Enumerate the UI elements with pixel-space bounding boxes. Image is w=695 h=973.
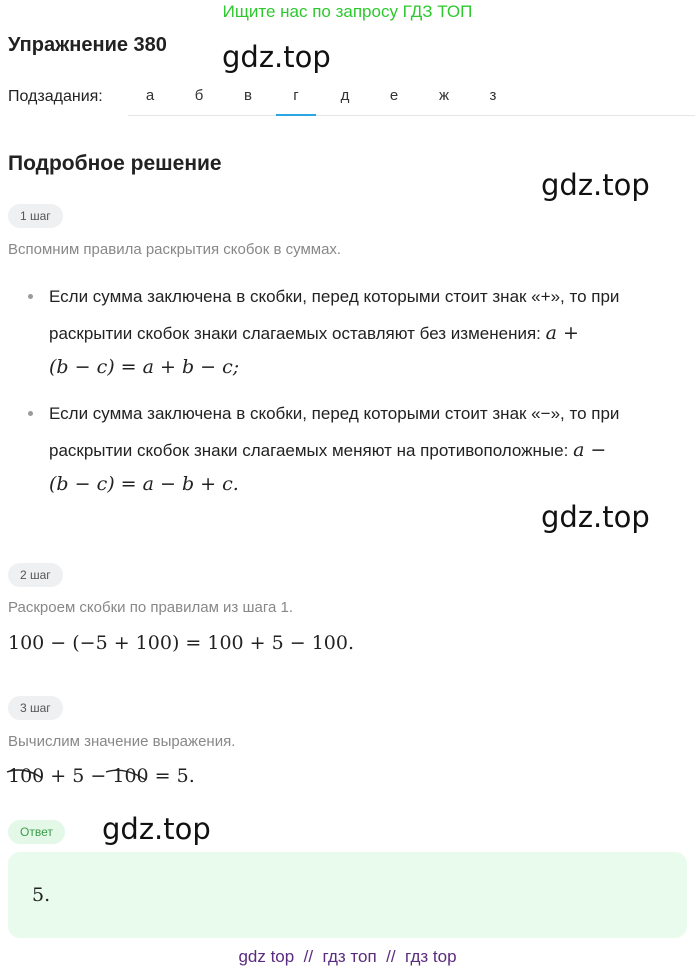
tab-z[interactable]: з xyxy=(489,87,497,104)
solution-title: Подробное решение xyxy=(8,152,222,175)
tab-v[interactable]: в xyxy=(244,87,252,104)
bullet-line: Если сумма заключена в скобки, перед которыми стоит знак «−», то при xyxy=(49,404,620,423)
step-intro: Раскроем скобки по правилам из шага 1. xyxy=(8,599,294,616)
watermark: gdz.top xyxy=(541,168,650,202)
formula: (b − c) = a − b + c. xyxy=(49,473,239,495)
exercise-title: Упражнение 380 xyxy=(8,34,167,56)
tab-a[interactable]: а xyxy=(145,87,155,104)
watermark: gdz.top xyxy=(222,40,331,74)
tab-d[interactable]: д xyxy=(340,87,350,104)
formula-tail: a + xyxy=(545,322,579,344)
answer-badge: Ответ xyxy=(8,820,65,844)
step-badge: 2 шаг xyxy=(8,563,63,587)
footer-links[interactable]: gdz top // гдз топ // гдз top xyxy=(238,947,457,966)
answer-box xyxy=(8,852,687,938)
step-intro: Вспомним правила раскрытия скобок в суммах. xyxy=(8,241,342,258)
subtasks-tabs xyxy=(128,78,695,116)
formula: (b − c) = a + b − c; xyxy=(49,356,240,378)
watermark: gdz.top xyxy=(102,812,211,846)
bullet-dot xyxy=(28,411,33,416)
strike-mark-1 xyxy=(7,770,42,778)
strike-mark-2 xyxy=(106,770,146,780)
tab-e[interactable]: е xyxy=(389,87,399,104)
formula: 100 − (−5 + 100) = 100 + 5 − 100. xyxy=(8,632,355,654)
step-badge: 1 шаг xyxy=(8,204,63,228)
watermark: gdz.top xyxy=(541,500,650,534)
bullet-text: раскрытии скобок знаки слагаемых оставляют без изменения: xyxy=(49,324,541,343)
subtasks-label: Подзадания: xyxy=(8,88,103,105)
tab-zh[interactable]: ж xyxy=(438,87,450,104)
bullet-line: Если сумма заключена в скобки, перед которыми стоит знак «+», то при xyxy=(49,287,620,306)
step-badge: 3 шаг xyxy=(8,696,63,720)
promo-banner[interactable]: Ищите нас по запросу ГДЗ ТОП xyxy=(222,2,473,21)
bullet-dot xyxy=(28,294,33,299)
strike-marks xyxy=(4,762,194,792)
formula: 100 + 5 − 100 = 5. xyxy=(8,765,195,787)
formula-tail: a − xyxy=(573,439,607,461)
bullet-text: раскрытии скобок знаки слагаемых меняют на противоположные: xyxy=(49,441,569,460)
bullet-line xyxy=(49,315,579,352)
tab-b[interactable]: б xyxy=(194,87,204,104)
answer-value: 5. xyxy=(32,884,51,906)
tab-g[interactable]: г xyxy=(276,78,316,116)
step-intro: Вычислим значение выражения. xyxy=(8,733,236,750)
bullet-line xyxy=(49,432,606,469)
